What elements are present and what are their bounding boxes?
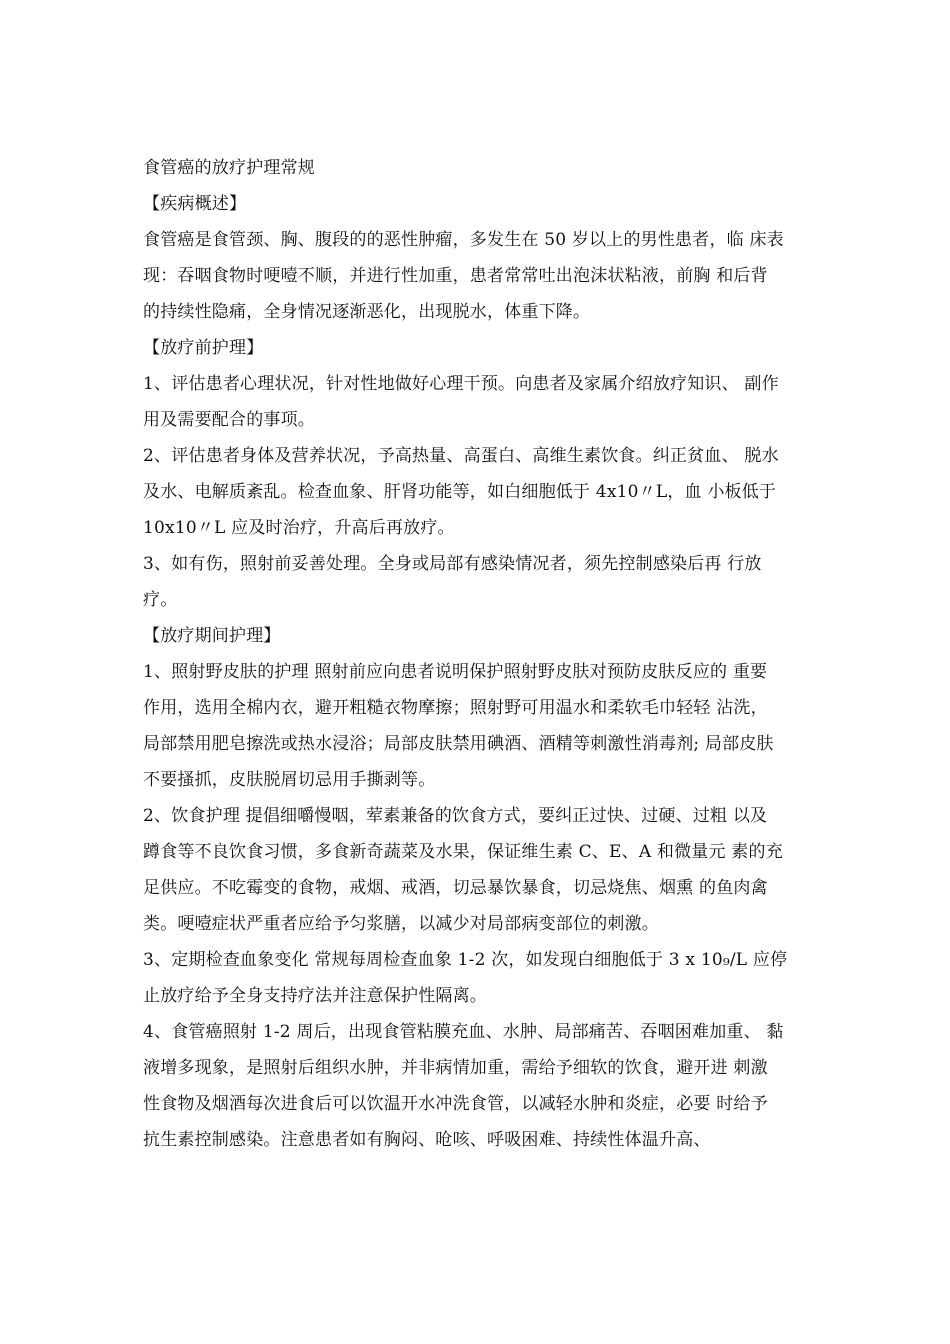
paragraph-line: 不要搔抓，皮肤脱屑切忌用手撕剥等。	[143, 770, 436, 790]
paragraph-line: 类。哽噎症状严重者应给予匀浆膳，以减少对局部病变部位的刺激。	[143, 914, 659, 934]
paragraph-line: 的持续性隐痛，全身情况逐渐恶化，出现脱水，体重下降。	[143, 302, 591, 322]
paragraph-line: 1、照射野皮肤的护理 照射前应向患者说明保护照射野皮肤对预防皮肤反应的 重要	[143, 662, 768, 682]
paragraph-line: 局部禁用肥皂擦洗或热水浸浴；局部皮肤禁用碘酒、酒精等刺激性消毒剂; 局部皮肤	[143, 734, 774, 754]
paragraph-line: 10x10〃L 应及时治疗，升高后再放疗。	[143, 518, 455, 538]
paragraph-line: 性食物及烟酒每次进食后可以饮温开水冲洗食管，以减轻水肿和炎症，必要 时给予	[143, 1094, 768, 1114]
paragraph-line: 2、评估患者身体及营养状况，予高热量、高蛋白、高维生素饮食。纠正贫血、 脱水	[143, 446, 779, 466]
paragraph-line: 2、饮食护理 提倡细嚼慢咽，荤素兼备的饮食方式，要纠正过快、过硬、过粗 以及	[143, 806, 768, 826]
paragraph-line: 液增多现象，是照射后组织水肿，并非病情加重，需给予细软的饮食，避开进 刺激	[143, 1058, 768, 1078]
section-heading-disease-overview: 【疾病概述】	[143, 194, 247, 214]
paragraph-line: 足供应。不吃霉变的食物，戒烟、戒酒，切忌暴饮暴食，切忌烧焦、烟熏 的鱼肉禽	[143, 878, 768, 898]
paragraph-line: 止放疗给予全身支持疗法并注意保护性隔离。	[143, 986, 487, 1006]
document-title: 食管癌的放疗护理常规	[143, 158, 315, 178]
paragraph-line: 抗生素控制感染。注意患者如有胸闷、呛咳、呼吸困难、持续性体温升高、	[143, 1130, 711, 1150]
paragraph-line: 疗。	[143, 590, 178, 610]
document-body	[143, 150, 823, 1158]
paragraph-line: 及水、电解质紊乱。检查血象、肝肾功能等，如白细胞低于 4x10〃L，血 小板低于	[143, 482, 777, 502]
paragraph-line: 4、食管癌照射 1-2 周后，出现食管粘膜充血、水肿、局部痛苦、吞咽困难加重、 黏	[143, 1022, 784, 1042]
section-heading-during-radiotherapy-care: 【放疗期间护理】	[143, 626, 281, 646]
section-heading-pre-radiotherapy-care: 【放疗前护理】	[143, 338, 264, 358]
paragraph-line: 用及需要配合的事项。	[143, 410, 315, 430]
paragraph-line: 3、定期检查血象变化 常规每周检查血象 1-2 次，如发现白细胞低于 3 x 10₉/L 应停	[143, 950, 788, 970]
paragraph-line: 1、评估患者心理状况，针对性地做好心理干预。向患者及家属介绍放疗知识、 副作	[143, 374, 779, 394]
paragraph-line: 作用，选用全棉内衣，避开粗糙衣物摩擦；照射野可用温水和柔软毛巾轻轻 沾洗，	[143, 698, 768, 718]
paragraph-line: 蹲食等不良饮食习惯，多食新奇蔬菜及水果，保证维生素 C、E、A 和微量元 素的充	[143, 842, 783, 862]
paragraph-line: 3、如有伤，照射前妥善处理。全身或局部有感染情况者，须先控制感染后再 行放	[143, 554, 762, 574]
paragraph-line: 现：吞咽食物时哽噎不顺，并进行性加重，患者常常吐出泡沫状粘液，前胸 和后背	[143, 266, 768, 286]
paragraph-line: 食管癌是食管颈、胸、腹段的的恶性肿瘤，多发生在 50 岁以上的男性患者，临 床表	[143, 230, 784, 250]
